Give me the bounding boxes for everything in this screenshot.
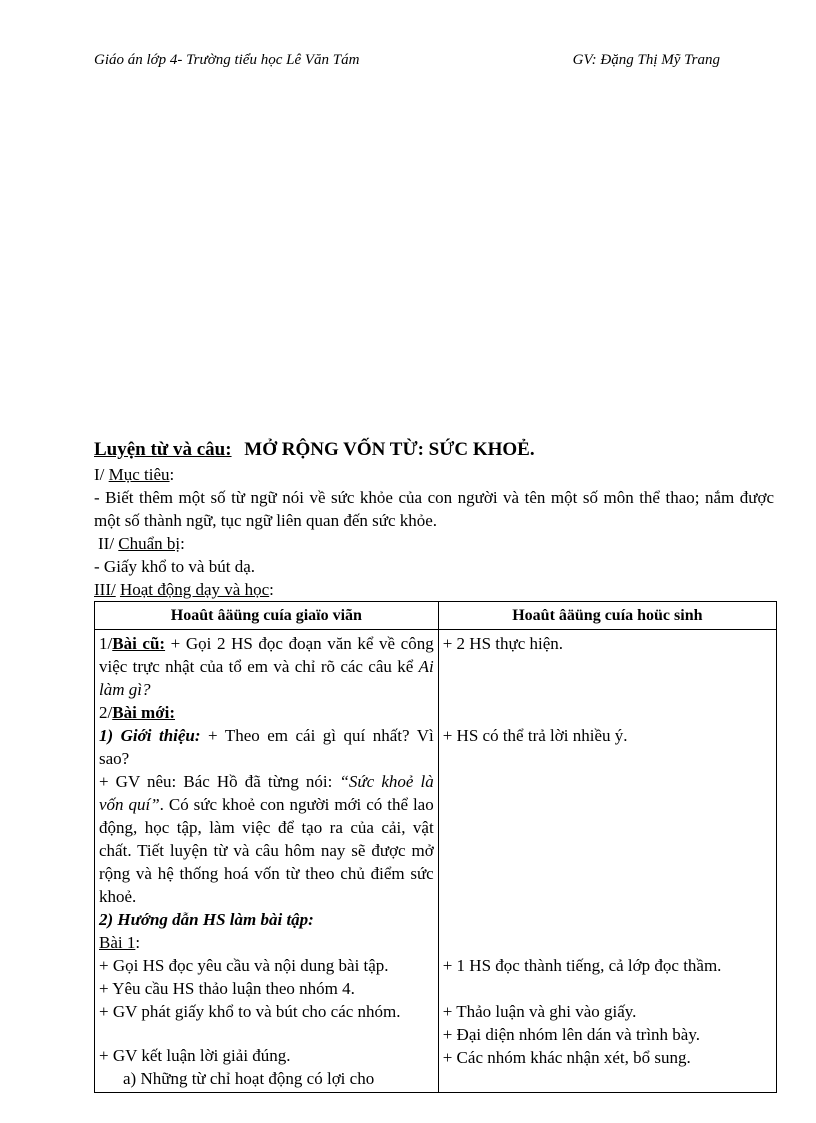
section-colon: : — [269, 580, 274, 599]
student-step: + Đại diện nhóm lên dán và trình bày. — [442, 1025, 701, 1044]
student-step: + HS có thể trả lời nhiều ý. — [442, 726, 628, 745]
lesson-title — [94, 438, 774, 461]
activities-table — [94, 601, 777, 1093]
teacher-step: a) Những từ chỉ hoạt động có lợi cho — [123, 1069, 375, 1088]
introduction-label: 1) Giới thiệu: — [99, 726, 201, 745]
teacher-activities-cell — [95, 630, 439, 1093]
student-activities-cell — [438, 630, 776, 1093]
teacher-step: + GV kết luận lời giải đúng. — [99, 1046, 291, 1065]
objectives-text: - Biết thêm một số từ ngữ nói về sức khỏe của con người và tên một số môn thể thao; nắm được một số thành ngữ, tục ngữ liên quan đến sức khỏe. — [94, 488, 774, 530]
table-header-row — [95, 602, 777, 630]
teacher-step: + Gọi HS đọc yêu cầu và nội dung bài tập. — [99, 956, 389, 975]
student-step: + 2 HS thực hiện. — [442, 634, 564, 653]
student-step: + Thảo luận và ghi vào giấy. — [442, 1002, 637, 1021]
lesson-content — [94, 438, 774, 1093]
section-label: Hoạt động dạy và học — [119, 580, 270, 599]
section-label: Chuẩn bị — [118, 534, 181, 553]
teacher-step: + GV phát giấy khổ to và bút cho các nhóm. — [99, 1002, 401, 1021]
introduction-block: 1) Giới thiệu: + Theo em cái gì quí nhất? Vì sao? — [99, 726, 434, 768]
page-header — [94, 52, 720, 69]
old-lesson-label: Bài cũ: — [112, 634, 166, 653]
preparation-text: - Giấy khổ to và bút dạ. — [94, 557, 255, 576]
student-step: + 1 HS đọc thành tiếng, cả lớp đọc thầm. — [442, 956, 722, 975]
teacher-column-header: Hoaût âäüng cuía giaïo viãn — [95, 602, 439, 630]
new-lesson-heading: 2/Bài mới: — [99, 703, 176, 722]
section-label: Mục tiêu — [108, 465, 170, 484]
section-number: III/ — [94, 580, 116, 599]
section-preparation-heading — [94, 532, 774, 555]
quote-text: “Sức khoẻ là vốn quí” — [99, 772, 434, 814]
lesson-topic: MỞ RỘNG VỐN TỪ: SỨC KHOẺ. — [244, 439, 535, 460]
student-column-header: Hoaût âäüng cuía hoüc sinh — [438, 602, 776, 630]
sentence-type: Ai làm gì? — [99, 657, 434, 699]
section-number: I/ — [94, 465, 105, 484]
exercise-1-heading: Bài 1: — [99, 933, 141, 952]
table-row — [95, 630, 777, 1093]
student-step: + Các nhóm khác nhận xét, bổ sung. — [442, 1048, 691, 1067]
section-objectives-heading — [94, 463, 774, 486]
teacher-step: + Yêu cầu HS thảo luận theo nhóm 4. — [99, 979, 355, 998]
old-lesson-block: 1/Bài cũ: + Gọi 2 HS đọc đoạn văn kể về công việc trực nhật của tổ em và chỉ rõ các câu kể Ai làm gì? — [99, 634, 434, 699]
section-colon: : — [169, 465, 175, 484]
section-activities-heading — [94, 578, 774, 601]
header-teacher: GV: Đặng Thị Mỹ Trang — [572, 52, 720, 68]
new-lesson-label: Bài mới: — [112, 703, 176, 722]
header-school: Giáo án lớp 4- Trường tiểu học Lê Văn Tám — [94, 52, 360, 68]
exercise-guide-heading: 2) Hướng dẫn HS làm bài tập: — [99, 910, 314, 929]
teacher-quote-block: + GV nêu: Bác Hồ đã từng nói: “Sức khoẻ là vốn quí”. Có sức khoẻ con người mới có thể lao động, học tập, làm việc để tạo ra của cải, vật chất. Tiết luyện từ và câu hôm nay sẽ được mở rộng và hệ thống hoá vốn từ theo chủ điểm sức khoẻ. — [99, 772, 434, 906]
lesson-subject: Luyện từ và câu: — [94, 439, 232, 460]
section-colon: : — [180, 534, 185, 553]
section-number: II/ — [98, 534, 115, 553]
